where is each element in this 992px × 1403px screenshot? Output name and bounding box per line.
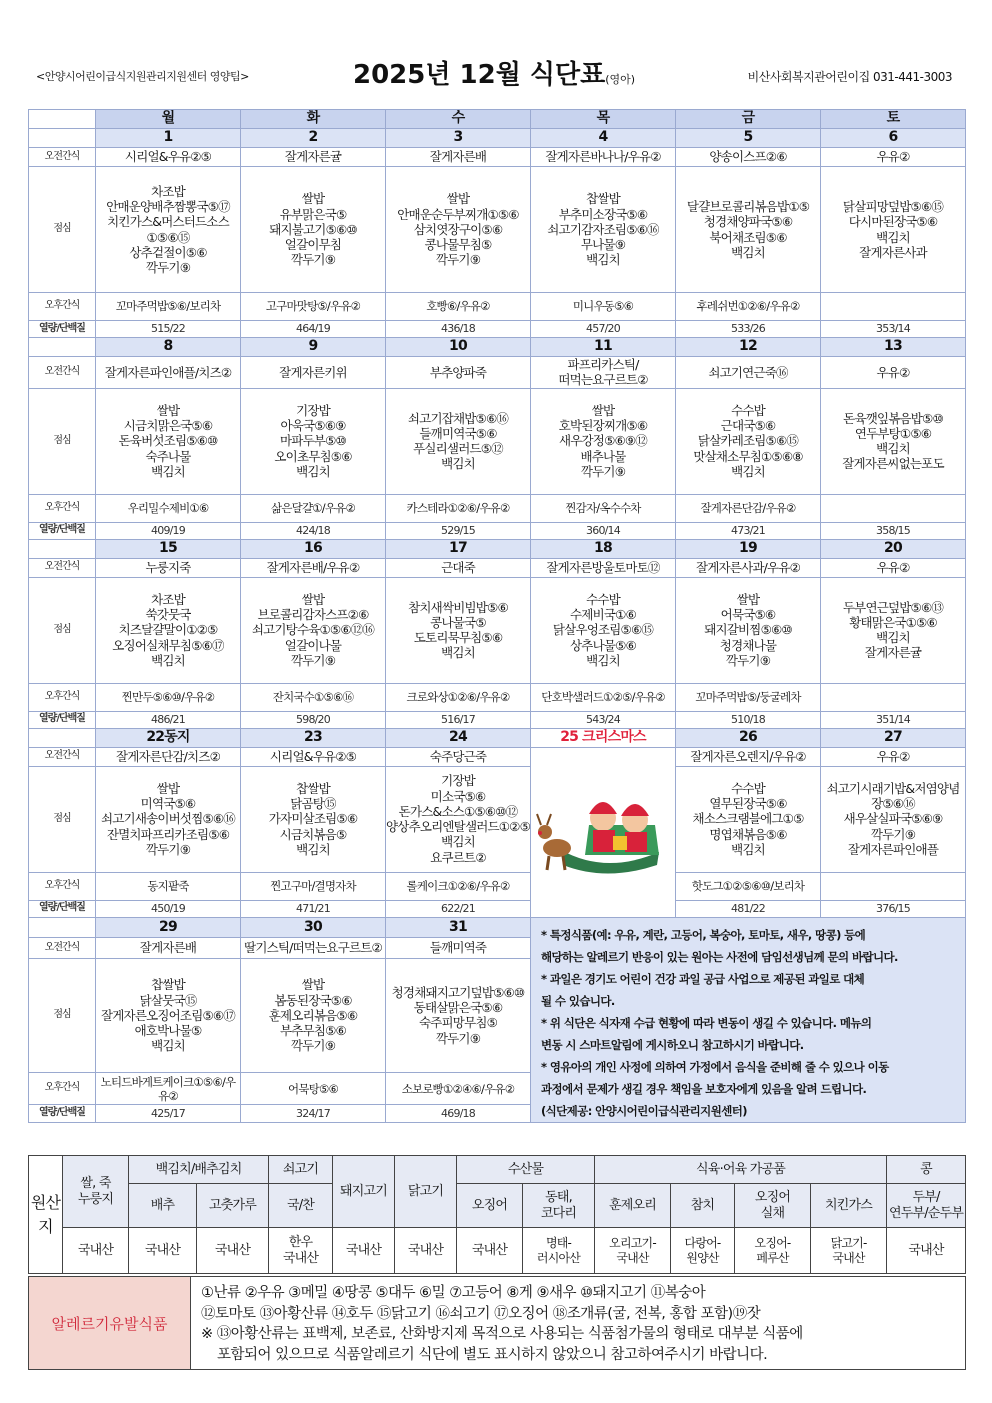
lunch-row	[29, 577, 966, 683]
pm-snack-cell: 고구마맛탕⑤/우유②	[241, 293, 386, 321]
am-snack-cell: 잘게자른배	[386, 148, 531, 167]
date-cell: 3	[386, 129, 531, 148]
lunch-label: 점심	[29, 577, 96, 683]
pm-snack-cell: 호빵⑥/우유②	[386, 293, 531, 321]
date-cell: 13	[821, 338, 966, 357]
date-cell: 31	[386, 917, 531, 938]
origin-label: 원산지	[29, 1156, 63, 1274]
calorie-label: 열량/단백질	[29, 321, 96, 338]
lunch-cell: 두부연근덮밥⑤⑥⑬ 황태맑은국①⑤⑥ 백김치 잘게자른귤	[821, 577, 966, 683]
pm-snack-cell	[821, 872, 966, 900]
origin-cabbage-value: 국내산	[129, 1228, 197, 1274]
pm-snack-cell: 미니우동⑤⑥	[531, 293, 676, 321]
pm-snack-label: 오후간식	[29, 872, 96, 900]
corner-cell	[29, 110, 96, 129]
calorie-cell: 464/19	[241, 321, 386, 338]
origin-rice-value: 국내산	[63, 1228, 129, 1274]
origin-tuna-head: 참치	[671, 1184, 735, 1228]
center-name: <안양시어린이급식지원관리지원센터 영양팀>	[36, 70, 249, 83]
origin-processed-head: 식육·어육 가공품	[595, 1156, 887, 1184]
origin-pepper-value: 국내산	[197, 1228, 269, 1274]
date-cell: 16	[241, 539, 386, 558]
am-snack-cell: 쇠고기연근죽⑯	[676, 357, 821, 389]
menu-table	[28, 109, 966, 1123]
calorie-label: 열량/단백질	[29, 522, 96, 539]
origin-pork-head: 돼지고기	[333, 1156, 395, 1228]
note-line: 해당하는 알레르기 반응이 있는 원아는 사전에 담임선생님께 문의 바랍니다.	[541, 949, 898, 964]
calorie-cell: 622/21	[386, 900, 531, 917]
am-snack-cell: 누룽지죽	[96, 558, 241, 577]
origin-pollock-head: 동태, 코다리	[523, 1184, 595, 1228]
lunch-cell: 차조밥 쑥갓뭇국 치즈달걀말이①②⑤ 오징어실채무침⑤⑥⑰ 백김치	[96, 577, 241, 683]
origin-table	[28, 1155, 966, 1274]
am-snack-cell: 잘게자른배/우유②	[241, 558, 386, 577]
date-cell: 20	[821, 539, 966, 558]
lunch-cell: 청경채돼지고기덮밥⑤⑥⑩ 동태살맑은국⑤⑥ 숙주피망무침⑤ 깍두기⑨	[386, 958, 531, 1073]
lunch-row	[29, 388, 966, 494]
pm-snack-cell: 어묵탕⑤⑥	[241, 1073, 386, 1104]
origin-cutlet-head: 치킨가스	[811, 1184, 887, 1228]
calorie-cell: 358/15	[821, 522, 966, 539]
lunch-cell: 돈육깻잎볶음밥⑤⑩ 연두부탕①⑤⑥ 백김치 잘게자른씨없는포도	[821, 388, 966, 494]
origin-kimchi-head: 백김치/배추김치	[129, 1156, 269, 1184]
pm-snack-row	[29, 872, 966, 900]
calorie-cell: 510/18	[676, 711, 821, 728]
origin-beef-sub-head: 국/찬	[269, 1184, 333, 1228]
date-cell: 19	[676, 539, 821, 558]
pm-snack-cell	[821, 293, 966, 321]
pm-snack-label: 오후간식	[29, 1073, 96, 1104]
am-snack-cell: 근대죽	[386, 558, 531, 577]
lunch-cell: 수수밥 열무된장국⑤⑥ 채소스크램블에그①⑤ 명엽채볶음⑤⑥ 백김치	[676, 766, 821, 872]
date-cell: 18	[531, 539, 676, 558]
date-cell: 2	[241, 129, 386, 148]
lunch-label: 점심	[29, 766, 96, 872]
pm-snack-cell	[821, 494, 966, 522]
lunch-row	[29, 766, 966, 872]
origin-duck-value: 오리고기- 국내산	[595, 1228, 671, 1274]
am-snack-cell: 숙주당근죽	[386, 747, 531, 766]
date-cell: 1	[96, 129, 241, 148]
lunch-cell: 쇠고기잡채밥⑤⑥⑯ 들깨미역국⑤⑥ 푸실리샐러드⑤⑫ 백김치	[386, 388, 531, 494]
pm-snack-cell: 찐만두⑤⑥⑩/우유②	[96, 683, 241, 711]
lunch-cell: 달걀브로콜리볶음밥①⑤ 청경채양파국⑤⑥ 북어채조림⑤⑥ 백김치	[676, 167, 821, 293]
santa-sleigh-icon	[531, 770, 676, 890]
date-cell: 12	[676, 338, 821, 357]
am-snack-cell: 잘게자른바나나/우유②	[531, 148, 676, 167]
allergy-line-2: ⑫토마토 ⑬아황산류 ⑭호두 ⑮닭고기 ⑯쇠고기 ⑰오징어 ⑱조개류(굴, 전복, 홍합 포함)⑲잣	[201, 1305, 761, 1322]
origin-seafood-head: 수산물	[457, 1156, 595, 1184]
calorie-label: 열량/단백질	[29, 1104, 96, 1122]
weekday-5: 금	[676, 110, 821, 129]
pm-snack-row	[29, 683, 966, 711]
lunch-cell: 찹쌀밥 닭살뭇국⑮ 잘게자른오징어조림⑤⑥⑰ 애호박나물⑤ 백김치	[96, 958, 241, 1073]
pm-snack-row	[29, 494, 966, 522]
weekday-4: 목	[531, 110, 676, 129]
date-cell: 17	[386, 539, 531, 558]
origin-squid-head: 오징어	[457, 1184, 523, 1228]
calorie-cell: 598/20	[241, 711, 386, 728]
lunch-cell: 기장밥 아욱국⑤⑥⑨ 마파두부⑤⑩ 오이초무침⑤⑥ 백김치	[241, 388, 386, 494]
allergy-line-4: 포함되어 있으므로 식품알레르기 식단에 별도 표시하지 않았으니 참고하여주시기 바랍니다.	[217, 1346, 768, 1363]
date-label-cell	[29, 129, 96, 148]
calorie-cell: 324/17	[241, 1104, 386, 1122]
title-text: 2025년 12월 식단표	[353, 60, 606, 90]
page-title	[353, 54, 635, 91]
pm-snack-cell	[821, 683, 966, 711]
origin-tofu-value: 국내산	[887, 1228, 966, 1274]
am-snack-cell: 잘게자른배	[96, 938, 241, 959]
calorie-cell: 376/15	[821, 900, 966, 917]
am-snack-label: 오전간식	[29, 747, 96, 766]
am-snack-cell: 우유②	[821, 747, 966, 766]
date-cell: 27	[821, 728, 966, 747]
origin-tofu-head: 두부/ 연두부/순두부	[887, 1184, 966, 1228]
am-snack-cell: 우유②	[821, 357, 966, 389]
weekday-3: 수	[386, 110, 531, 129]
calorie-cell: 481/22	[676, 900, 821, 917]
lunch-cell: 쇠고기시래기밥&저염양념장⑤⑥⑯ 새우살실파국⑤⑥⑨ 깍두기⑨ 잘게자른파인애플	[821, 766, 966, 872]
calorie-cell: 425/17	[96, 1104, 241, 1122]
am-snack-cell: 잘게자른키위	[241, 357, 386, 389]
lunch-cell: 차조밥 안매운양배추짬뽕국⑤⑰ 치킨가스&머스터드소스①⑤⑥⑮ 상추겉절이⑤⑥ 깍두기⑨	[96, 167, 241, 293]
allergy-label: 알레르기유발식품	[29, 1277, 191, 1369]
am-snack-cell: 잘게자른단감/치즈②	[96, 747, 241, 766]
calorie-row	[29, 711, 966, 728]
calorie-cell: 457/20	[531, 321, 676, 338]
lunch-label: 점심	[29, 167, 96, 293]
am-snack-cell: 잘게자른사과/우유②	[676, 558, 821, 577]
lunch-cell: 수수밥 수제비국①⑥ 닭살우엉조림⑤⑥⑮ 상추나물⑤⑥ 백김치	[531, 577, 676, 683]
pm-snack-cell: 롤케이크①②⑥/우유②	[386, 872, 531, 900]
weekday-1: 월	[96, 110, 241, 129]
note-line: * 과일은 경기도 어린이 건강 과일 공급 사업으로 제공된 과일로 대체	[541, 971, 865, 986]
lunch-cell: 쌀밥 봄동된장국⑤⑥ 훈제오리볶음⑤⑥ 부추무침⑤⑥ 깍두기⑨	[241, 958, 386, 1073]
pm-snack-cell: 삶은달걀①/우유②	[241, 494, 386, 522]
pm-snack-cell: 소보로빵①②④⑥/우유②	[386, 1073, 531, 1104]
calorie-cell: 409/19	[96, 522, 241, 539]
pm-snack-cell: 꼬마주먹밥⑤⑥/보리차	[96, 293, 241, 321]
pm-snack-cell: 잘게자른단감/우유②	[676, 494, 821, 522]
lunch-cell: 닭살피망덮밥⑤⑥⑮ 다시마된장국⑤⑥ 백김치 잘게자른사과	[821, 167, 966, 293]
note-line: * 위 식단은 식자재 수급 현황에 따라 변동이 생길 수 있습니다. 메뉴의	[541, 1015, 872, 1030]
am-snack-row	[29, 148, 966, 167]
date-cell: 5	[676, 129, 821, 148]
origin-squid-strips-value: 오징어- 페루산	[735, 1228, 811, 1274]
lunch-cell: 기장밥 미소국⑤⑥ 돈가스&소스①⑤⑥⑩⑫ 양상추오리엔탈샐러드①②⑤ 백김치 요쿠르트②	[386, 766, 531, 872]
am-snack-cell: 시리얼&우유②⑤	[96, 148, 241, 167]
calorie-cell: 360/14	[531, 522, 676, 539]
note-line: * 영유아의 개인 사정에 의하여 가정에서 음식을 준비해 줄 수 있으나 이동	[541, 1059, 889, 1074]
date-cell: 24	[386, 728, 531, 747]
date-label-cell	[29, 728, 96, 747]
calorie-cell: 533/26	[676, 321, 821, 338]
lunch-cell: 쌀밥 어묵국⑤⑥ 돼지갈비찜⑤⑥⑩ 청경채나물 깍두기⑨	[676, 577, 821, 683]
calorie-cell: 353/14	[821, 321, 966, 338]
date-row	[29, 917, 966, 938]
pm-snack-cell: 우리밀수제비①⑥	[96, 494, 241, 522]
lunch-cell: 쌀밥 미역국⑤⑥ 쇠고기새송이버섯찜⑤⑥⑯ 잔멸치파프리카조림⑤⑥ 깍두기⑨	[96, 766, 241, 872]
pm-snack-label: 오후간식	[29, 293, 96, 321]
am-snack-cell: 양송이스프②⑥	[676, 148, 821, 167]
origin-pepper-head: 고춧가루	[197, 1184, 269, 1228]
lunch-cell: 쌀밥 안매운순두부찌개①⑤⑥ 삼치엿장구이⑤⑥ 콩나물무침⑤ 깍두기⑨	[386, 167, 531, 293]
calorie-cell: 529/15	[386, 522, 531, 539]
lunch-cell: 쌀밥 유부맑은국⑤ 돼지불고기⑤⑥⑩ 얼갈이무침 깍두기⑨	[241, 167, 386, 293]
notes-box	[531, 917, 966, 1123]
pm-snack-cell: 후레쉬번①②⑥/우유②	[676, 293, 821, 321]
am-snack-cell: 파프리카스틱/ 떠먹는요구르트②	[531, 357, 676, 389]
origin-squid-strips-head: 오징어 실채	[735, 1184, 811, 1228]
am-snack-cell: 잘게자른방울토마토⑫	[531, 558, 676, 577]
am-snack-label: 오전간식	[29, 357, 96, 389]
date-cell: 10	[386, 338, 531, 357]
am-snack-cell: 잘게자른파인애플/치즈②	[96, 357, 241, 389]
note-line: 될 수 있습니다.	[541, 993, 615, 1008]
am-snack-label: 오전간식	[29, 938, 96, 959]
calorie-cell: 486/21	[96, 711, 241, 728]
weekday-6: 토	[821, 110, 966, 129]
allergy-box	[28, 1276, 966, 1370]
calorie-cell: 543/24	[531, 711, 676, 728]
calorie-row	[29, 900, 966, 917]
calorie-cell: 515/22	[96, 321, 241, 338]
date-cell: 6	[821, 129, 966, 148]
pm-snack-label: 오후간식	[29, 683, 96, 711]
date-cell: 25 크리스마스	[531, 728, 676, 747]
christmas-illustration	[531, 747, 676, 917]
date-label-cell	[29, 917, 96, 938]
calorie-label: 열량/단백질	[29, 900, 96, 917]
origin-cutlet-value: 닭고기- 국내산	[811, 1228, 887, 1274]
calorie-cell: 450/19	[96, 900, 241, 917]
pm-snack-cell: 찐감자/옥수수차	[531, 494, 676, 522]
origin-bean-head: 콩	[887, 1156, 966, 1184]
date-cell: 26	[676, 728, 821, 747]
note-line: (식단제공: 안양시어린이급식관리지원센터)	[541, 1104, 747, 1119]
lunch-cell: 찹쌀밥 부추미소장국⑤⑥ 쇠고기감자조림⑤⑥⑯ 무나물⑨ 백김치	[531, 167, 676, 293]
date-cell: 8	[96, 338, 241, 357]
origin-chicken-head: 닭고기	[395, 1156, 457, 1228]
pm-snack-cell: 핫도그①②⑤⑥⑩/보리차	[676, 872, 821, 900]
am-snack-cell: 잘게자른귤	[241, 148, 386, 167]
lunch-cell: 수수밥 근대국⑤⑥ 닭살카레조림⑤⑥⑮ 맛살채소무침①⑤⑥⑧ 백김치	[676, 388, 821, 494]
am-snack-cell: 부추양파죽	[386, 357, 531, 389]
origin-squid-value: 국내산	[457, 1228, 523, 1274]
pm-snack-cell: 카스테라①②⑥/우유②	[386, 494, 531, 522]
pm-snack-cell: 노티드바게트케이크①⑤⑥/우유②	[96, 1073, 241, 1104]
note-line: * 특정식품(예: 우유, 계란, 고등어, 복숭아, 토마토, 새우, 땅콩) 등에	[541, 927, 866, 942]
note-line: 변동 시 스마트알림에 게시하오니 참고하시기 바랍니다.	[541, 1037, 804, 1052]
lunch-label: 점심	[29, 388, 96, 494]
am-snack-row	[29, 558, 966, 577]
pm-snack-row	[29, 293, 966, 321]
calorie-cell: 436/18	[386, 321, 531, 338]
date-label-cell	[29, 338, 96, 357]
origin-chicken-value: 국내산	[395, 1228, 457, 1274]
calorie-cell: 424/18	[241, 522, 386, 539]
page-header	[28, 52, 966, 94]
calorie-cell: 351/14	[821, 711, 966, 728]
allergy-line-1: ①난류 ②우유 ③메밀 ④땅콩 ⑤대두 ⑥밀 ⑦고등어 ⑧게 ⑨새우 ⑩돼지고기 ⑪복숭아	[201, 1285, 706, 1301]
origin-beef-value: 한우 국내산	[269, 1228, 333, 1274]
am-snack-cell: 우유②	[821, 148, 966, 167]
date-cell: 23	[241, 728, 386, 747]
origin-cabbage-head: 배추	[129, 1184, 197, 1228]
allergy-list	[191, 1277, 965, 1369]
origin-rice-head: 쌀, 죽 누룽지	[63, 1156, 129, 1228]
pm-snack-cell: 꼬마주먹밥⑤/둥굴레차	[676, 683, 821, 711]
origin-tuna-value: 다랑어- 원양산	[671, 1228, 735, 1274]
date-cell: 29	[96, 917, 241, 938]
calorie-row	[29, 522, 966, 539]
calorie-cell: 473/21	[676, 522, 821, 539]
date-cell: 11	[531, 338, 676, 357]
pm-snack-cell: 찐고구마/결명자차	[241, 872, 386, 900]
title-subtitle: (영아)	[605, 73, 636, 86]
am-snack-label: 오전간식	[29, 558, 96, 577]
weekday-2: 화	[241, 110, 386, 129]
lunch-cell: 쌀밥 시금치맑은국⑤⑥ 돈육버섯조림⑤⑥⑩ 숙주나물 백김치	[96, 388, 241, 494]
date-row	[29, 539, 966, 558]
am-snack-label: 오전간식	[29, 148, 96, 167]
am-snack-cell: 들깨미역죽	[386, 938, 531, 959]
lunch-row	[29, 167, 966, 293]
date-row	[29, 129, 966, 148]
date-label-cell	[29, 539, 96, 558]
lunch-cell: 쌀밥 브로콜리감자스프②⑥ 쇠고기탕수육①⑤⑥⑫⑯ 얼갈이나물 깍두기⑨	[241, 577, 386, 683]
pm-snack-cell: 크로와상①②⑥/우유②	[386, 683, 531, 711]
lunch-cell: 쌀밥 호박된장찌개⑤⑥ 새우강정⑤⑥⑨⑫ 배추나물 깍두기⑨	[531, 388, 676, 494]
am-snack-cell: 딸기스틱/떠먹는요구르트②	[241, 938, 386, 959]
date-cell: 4	[531, 129, 676, 148]
date-cell: 30	[241, 917, 386, 938]
am-snack-cell: 우유②	[821, 558, 966, 577]
lunch-cell: 참치새싹비빔밥⑤⑥ 콩나물국⑤ 도토리묵무침⑤⑥ 백김치	[386, 577, 531, 683]
calorie-cell: 469/18	[386, 1104, 531, 1122]
am-snack-cell: 시리얼&우유②⑤	[241, 747, 386, 766]
allergy-line-3: ※ ⑬아황산류는 표백제, 보존료, 산화방지제 목적으로 사용되는 식품첨가물의 형태로 대부분 식품에	[201, 1326, 803, 1343]
daycare-contact: 비산사회복지관어린이집 031-441-3003	[747, 70, 952, 84]
pm-snack-cell: 단호박샐러드①②⑤/우유②	[531, 683, 676, 711]
am-snack-row	[29, 747, 966, 766]
origin-beef-head: 쇠고기	[269, 1156, 333, 1184]
calorie-cell: 471/21	[241, 900, 386, 917]
am-snack-cell: 잘게자른오렌지/우유②	[676, 747, 821, 766]
weekday-header-row	[29, 110, 966, 129]
calorie-cell: 516/17	[386, 711, 531, 728]
lunch-cell: 찹쌀밥 닭곰탕⑮ 가자미살조림⑤⑥ 시금치볶음⑤ 백김치	[241, 766, 386, 872]
date-cell: 22동지	[96, 728, 241, 747]
origin-pollock-value: 명태- 러시아산	[523, 1228, 595, 1274]
date-row	[29, 338, 966, 357]
note-line: 과정에서 문제가 생길 경우 책임을 보호자에게 있음을 알려 드립니다.	[541, 1082, 867, 1097]
pm-snack-label: 오후간식	[29, 494, 96, 522]
lunch-label: 점심	[29, 958, 96, 1073]
pm-snack-cell: 동지팥죽	[96, 872, 241, 900]
origin-duck-head: 훈제오리	[595, 1184, 671, 1228]
date-cell: 15	[96, 539, 241, 558]
date-row	[29, 728, 966, 747]
origin-pork-value: 국내산	[333, 1228, 395, 1274]
pm-snack-cell: 잔치국수①⑤⑥⑯	[241, 683, 386, 711]
date-cell: 9	[241, 338, 386, 357]
calorie-label: 열량/단백질	[29, 711, 96, 728]
am-snack-row	[29, 357, 966, 389]
calorie-row	[29, 321, 966, 338]
